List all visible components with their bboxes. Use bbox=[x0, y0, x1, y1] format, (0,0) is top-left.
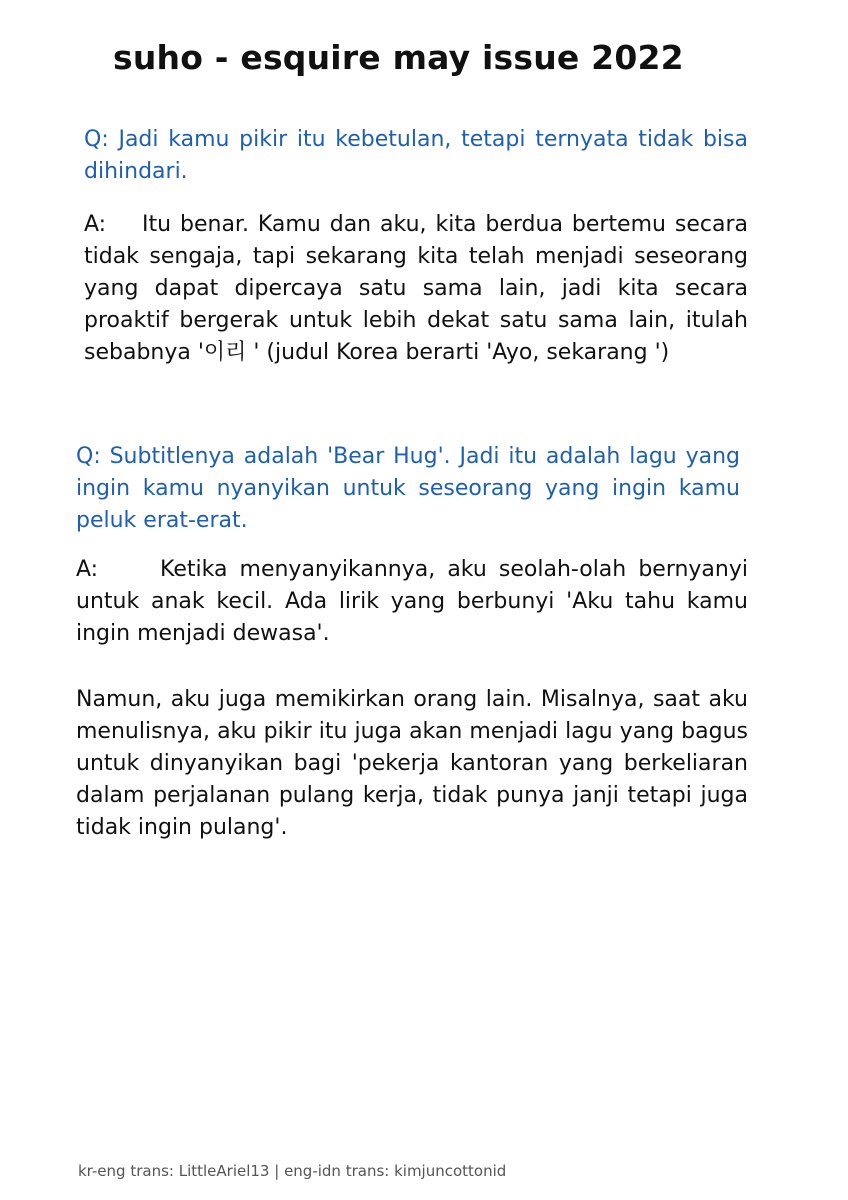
answer-2-text: Ketika menyanyikannya, aku seolah-olah bernyanyi untuk anak kecil. Ada lirik yang berbunyi 'Aku tahu kamu ingin menjadi dewasa'. bbox=[76, 557, 748, 646]
page-title: suho - esquire may issue 2022 bbox=[113, 38, 684, 77]
answer-2-continued: Namun, aku juga memikirkan orang lain. Misalnya, saat aku menulisnya, aku pikir itu juga akan menjadi lagu yang bagus untuk dinyanyikan bagi 'pekerja kantoran yang berkeliaran dalam perjalanan pulang kerja, tidak punya janji tetapi juga tidak ingin pulang'. bbox=[76, 687, 748, 840]
answer-2 bbox=[76, 554, 748, 650]
answer-2-prefix: A: bbox=[76, 557, 99, 582]
question-1: Q: Jadi kamu pikir itu kebetulan, tetapi ternyata tidak bisa dihindari. bbox=[84, 127, 748, 184]
answer-1 bbox=[84, 209, 748, 369]
question-2: Q: Subtitlenya adalah 'Bear Hug'. Jadi itu adalah lagu yang ingin kamu nyanyikan untuk seseorang yang ingin kamu peluk erat-erat. bbox=[76, 444, 740, 533]
answer-1-prefix: A: bbox=[84, 212, 107, 237]
translation-credits: kr-eng trans: LittleAriel13 | eng-idn trans: kimjuncottonid bbox=[78, 1162, 507, 1180]
answer-1-text: Itu benar. Kamu dan aku, kita berdua bertemu secara tidak sengaja, tapi sekarang kita telah menjadi seseorang yang dapat dipercaya satu sama lain, jadi kita secara proaktif bergerak untuk lebih dekat satu sama lain, itulah sebabnya '이리 ' (judul Korea berarti 'Ayo, sekarang ') bbox=[84, 212, 748, 365]
